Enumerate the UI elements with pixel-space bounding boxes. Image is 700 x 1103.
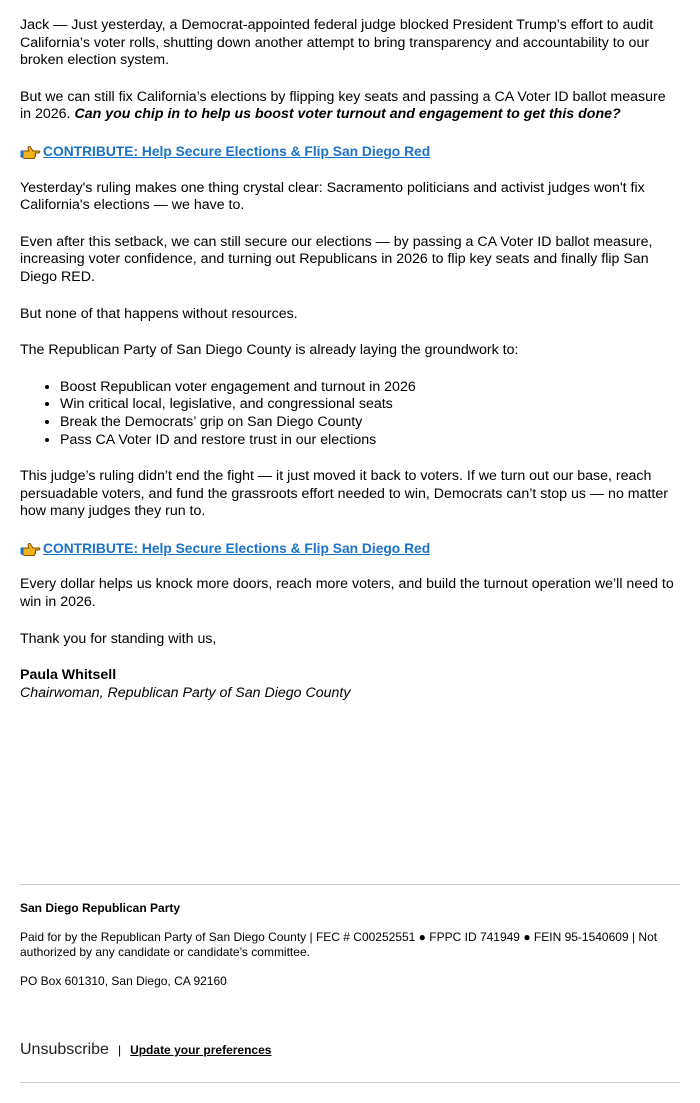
signature-name: Paula Whitsell <box>20 667 117 684</box>
update-preferences-link[interactable]: Update your preferences <box>130 1043 272 1057</box>
setback-paragraph: Even after this setback, we can still secure our elections — by passing a CA Voter ID ballot measure, increasing voter confidence, and turning out Republicans in 2026 to flip key seats and finally flip San Diego RED. <box>20 233 653 285</box>
paid-for-disclaimer: Paid for by the Republican Party of San Diego County | FEC # C00252551 ● FPPC ID 741949 ● FEIN 95-1540609 | Not authorized by any candidate or candidate’s committee. <box>20 930 658 959</box>
bottom-divider <box>20 1082 680 1083</box>
unsubscribe-link[interactable]: Unsubscribe <box>20 1041 109 1058</box>
contribute-link-2[interactable]: CONTRIBUTE: Help Secure Elections & Flip San Diego Red <box>43 540 431 556</box>
thanks-paragraph: Thank you for standing with us, <box>20 630 217 647</box>
list-item: • Win critical local, legislative, and congressional seats <box>60 396 680 414</box>
resources-paragraph: But none of that happens without resources. <box>20 305 298 322</box>
link-separator: | <box>117 1043 122 1057</box>
unsubscribe-row <box>20 1041 271 1059</box>
signature <box>20 667 680 702</box>
goals-list <box>20 379 680 449</box>
list-item: • Boost Republican voter engagement and turnout in 2026 <box>60 379 680 397</box>
footer-org-name: San Diego Republican Party <box>20 901 181 915</box>
ruling-paragraph: Yesterday's ruling makes one thing crystal clear: Sacramento politicians and activist judges won't fix California's elections — we have to. <box>20 179 645 214</box>
pointing-hand-icon <box>20 542 41 556</box>
ask-text: But we can still fix California’s elections by flipping key seats and passing a CA Voter ID ballot measure in 2026. <box>20 88 666 123</box>
email-footer <box>20 884 680 989</box>
ask-paragraph <box>20 89 680 124</box>
intro-paragraph: Jack — Just yesterday, a Democrat-appointed federal judge blocked President Trump’s effort to audit California’s voter rolls, shutting down another attempt to bring transparency and accountability to our broken election system. <box>20 17 654 69</box>
dollar-paragraph: Every dollar helps us knock more doors, reach more voters, and build the turnout operation we’ll need to win in 2026. <box>20 576 674 611</box>
list-item: • Break the Democrats’ grip on San Diego County <box>60 414 680 432</box>
contribute-link-1[interactable]: CONTRIBUTE: Help Secure Elections & Flip San Diego Red <box>43 143 431 159</box>
email-body <box>20 17 680 702</box>
fight-paragraph: This judge’s ruling didn’t end the fight — it just moved it back to voters. If we turn out our base, reach persuadable voters, and fund the grassroots effort needed to win, Democrats can’t stop us — no matter how many judges they run to. <box>20 468 668 520</box>
ask-emphasis: Can you chip in to help us boost voter turnout and engagement to get this done? <box>74 106 621 123</box>
mailing-address: PO Box 601310, San Diego, CA 92160 <box>20 974 227 988</box>
pointing-hand-icon <box>20 145 41 159</box>
signature-title: Chairwoman, Republican Party of San Diego County <box>20 684 351 701</box>
list-item: • Pass CA Voter ID and restore trust in our elections <box>60 432 680 450</box>
groundwork-paragraph: The Republican Party of San Diego County is already laying the groundwork to: <box>20 342 519 359</box>
contribute-cta-2 <box>20 540 680 558</box>
contribute-cta-1 <box>20 143 680 161</box>
